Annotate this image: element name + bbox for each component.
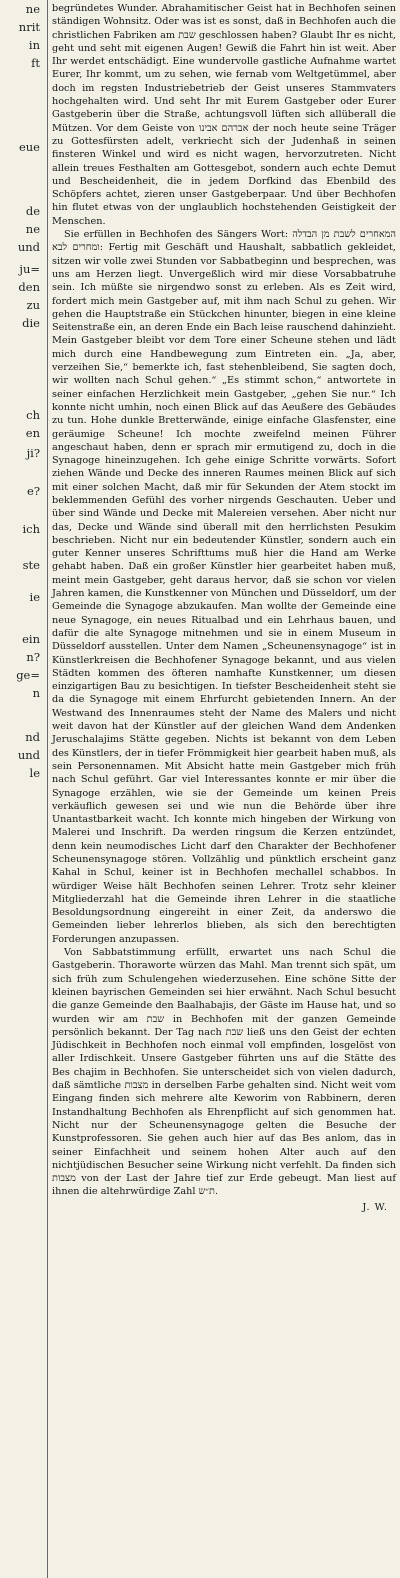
paragraph-3: Von Sabbatstimmung erfüllt, erwartet uns nach Schul die Gastgeberin. Thoraworte würzen das Mahl. Man trennt sich spät, um sich früh zum Schulengehen wiederzusehen. Eine schöne Sitte der kleinen bayrischen Gemeinden sei hier erwähnt. Nach Schul besucht die ganze Gemeinde den Baalhabajis, der Gäste im Hause hat, und so wurden wir am שבת in Bechhofen mit der ganzen Gemeinde persönlich bekannt. Der Tag nach שבת ließ uns den Geist der echten Jüdischkeit in Bechhofen noch einmal voll empfinden, losgelöst von aller Irdischkeit. Unsere Gastgeber führten uns auf die Stätte des Bes chajim in Bechhofen. Sie unterscheidet sich von vielen dadurch, daß sämtliche מצבות in derselben Farbe gehalten sind. Nicht weit vom Eingang finden sich mehrere alte Keworim von Rabbinern, deren Instandhaltung Bechhofen als Ehrenpflicht auf sich genommen hat. Nicht nur der Scheunensynagoge gelten die Besuche der Kunstprofessoren. Sie gehen auch hier auf das Bes anlom, das in seiner Einfachheit und seinem hohen Alter auch auf den nichtjüdischen Besucher seine Wirkung nicht verfehlt. Da finden sich מצבות von der Last der Jahre tief zur Erde gebeugt. Man liest auf ihnen die altehrwürdige Zahl ת״ש. [52, 947, 396, 1198]
cut-text-fragment: le [29, 766, 40, 780]
column-divider [47, 0, 48, 1578]
cut-text-fragment: ne [25, 2, 40, 16]
cut-text-fragment: zu [26, 298, 40, 312]
cut-text-fragment: de [25, 204, 40, 218]
cut-text-fragment: nrit [18, 20, 40, 34]
cut-text-fragment: e? [27, 484, 40, 498]
cut-text-fragment: ich [22, 522, 40, 536]
paragraph-2: Sie erfüllen in Bechhofen des Sängers Wort: המאחרים לשבת מן הבדלה ומחרים לבא: Fertig mit Geschäft und Haushalt, sabbatlich gekleidet, sitzen wir volle zwei Stunden vor Sabbatbeginn und besprechen, was uns am Herzen liegt. Unvergeßlich wird mir diese Vorsabbatruhe sein. Ich müßte sie nirgendwo sonst zu erleben. Als es Zeit wird, fordert mich mein Gastgeber auf, mit ihm nach Schul zu gehen. Wir gehen die Hauptstraße ein Stückchen hinunter, biegen in eine kleine Seitenstraße ein, an deren Ende ein Bach leise rauschend dahinzieht. Mein Gastgeber bleibt vor dem Tore einer Scheune stehen und lädt mich durch eine Handbewegung zum Eintreten ein. „Ja, aber, verzeihen Sie,“ bemerkte ich, fast stehenbleibend, Sie sagten doch, wir wollten nach Schul gehen.“ „Es stimmt schon,“ antwortete in seiner einfachen Herzlichkeit mein Gastgeber, „gehen Sie nur.“ Ich konnte nicht umhin, noch einen Blick auf das Aeußere des Gebäudes zu tun. Hohe dunkle Bretterwände, einige einfache Glasfenster, eine geräumige Scheune! Ich mochte zweifelnd meinen Führer angeschaut haben, denn er sprach mir ermutigend zu, doch in die Synagoge hineinzugehen. Ich gehe einige Schritte vorwärts. Sofort ziehen Wände und Decke des inneren Raumes meinen Blick auf sich mit einer solchen Macht, daß mir für Sekunden der Atem stockt im beklemmenden Gefühl des vorher nirgends Geschauten. Ueber und über sind Wände und Decke mit Malereien versehen. Aber nicht nur das, Decke und Wände sind überall mit den herrlichsten Pesukim beschrieben. Nicht nur ein bedeutender Künstler, sondern auch ein guter Kenner unseres Schrifttums muß hier die Hand am Werke gehabt haben. Daß ein großer Künstler hier gearbeitet haben muß, meint mein Gastgeber, geht daraus hervor, daß sie schon vor vielen Jahren kamen, die Kunstkenner von München und Düsseldorf, um der Gemeinde die Synagoge abzukaufen. Man wollte der Gemeinde eine neue Synagoge, ein neues Ritualbad und ein Lehrhaus bauen, und dafür die alte Synagoge mitnehmen und sie in einem Museum in Düsseldorf ausstellen. Unter dem Namen „Scheunensynagoge“ ist in Künstlerkreisen die Bechhofener Synagoge bekannt, und aus vielen Städten kommen des öfteren namhafte Kunstkenner, um diesen einzigartigen Bau zu besichtigen. In tiefster Bescheidenheit steht sie da die Synagoge mit einem Ehrfurcht gebietenden Innern. An der Westwand des Innenraumes steht der Name des Malers und nicht weit davon hat der Künstler auf der gleichen Wand dem Andenken Jeruschalajims Stätte gegeben. Nichts ist bekannt von dem Leben des Künstlers, der in tiefer Frömmigkeit hier gearbeit haben muß, als sein Personennamen. Mit Absicht hatte mein Gastgeber mich früh nach Schul geführt. Gar viel Interessantes konnte er mir über die Synagoge erzählen, wie sie der Gemeinde um keinen Preis verkäuflich gewesen sei und wie nun die Behörde über ihre Unantastbarkeit wacht. Ich konnte mich hingeben der Wirkung von Malerei und Inschrift. Da werden ringsum die Kerzen entzündet, denn kein neumodisches Licht darf den Charakter der Bechhofener Scheunensynagoge stören. Vollzählig und pünktlich erscheint ganz Kahal in Schul, keiner ist in Bechhofen mechallel schabbos. In würdiger Weise hält Bechhofen seinen Lehrer. Trotz sehr kleiner Mitgliederzahl hat die Gemeinde ihren Lehrer in die staatliche Besoldungsordnung eingereiht in einer Zeit, da anderswo die Gemeinden lieber lehrerlos blieben, als sich den berechtigten Forderungen anzupassen. [52, 229, 396, 945]
cut-text-fragment: ju= [19, 262, 40, 276]
cut-text-fragment: nd [25, 730, 40, 744]
cut-text-fragment: den [18, 280, 40, 294]
cut-text-fragment: ji? [26, 446, 40, 460]
cut-text-fragment: die [22, 316, 40, 330]
cut-text-fragment: ge= [16, 668, 40, 682]
cut-text-fragment: en [25, 426, 40, 440]
cut-text-fragment: und [17, 240, 40, 254]
cut-text-fragment: ch [26, 408, 40, 422]
cut-text-fragment: ne [25, 222, 40, 236]
cut-text-fragment: n [32, 686, 40, 700]
paragraph-1: begründetes Wunder. Abrahamitischer Geist hat in Bechhofen seinen ständigen Wohnsitz. Oder was ist es sonst, daß in Bechhofen auch die christlichen Fabriken am שבת geschlossen haben? Glaubt Ihr es nicht, geht und seht mit eigenen Augen! Gewiß die Fahrt hin ist weit. Aber Ihr werdet entschädigt. Eine wundervolle gastliche Aufnahme wartet Eurer, Ihr kommt, um zu sehen, wie fernab vom Weltgetümmel, aber doch im regsten Industriebetrieb der Geist unseres Stammvaters hochgehalten wird. Und seht Ihr mit Eurem Gastgeber oder Eurer Gastgeberin über die Straße, achtungsvoll lüften sich allüberall die Mützen. Vor dem Geiste von אברהם אבינו der noch heute seine Träger zu Gottesfürsten adelt, verkriecht sich der Judenhaß in seinen finsteren Winkel und wird es nicht wagen, hervorzutreten. Nicht allein treues Festhalten am Gottesgebot, sondern auch echte Demut und Bescheidenheit, die in jedem Dorfkind das Ebenbild des Schöpfers achtet, zieren unser Gastgeberpaar. Und über Bechhofen hin flutet etwas von der unglaublich hochstehenden Geistigkeit der Menschen. [52, 3, 396, 227]
author-signature: J. W. [362, 1201, 388, 1213]
cut-text-fragment: n? [26, 650, 40, 664]
cut-text-fragment: ein [22, 632, 40, 646]
cut-text-fragment: in [28, 38, 40, 52]
left-column-cut-edge [0, 0, 44, 1578]
cut-text-fragment: ie [29, 590, 40, 604]
cut-text-fragment: eue [18, 140, 40, 154]
cut-text-fragment: ste [22, 558, 40, 572]
cut-text-fragment: und [17, 748, 40, 762]
article-column [52, 2, 396, 1214]
cut-text-fragment: ft [31, 56, 40, 70]
